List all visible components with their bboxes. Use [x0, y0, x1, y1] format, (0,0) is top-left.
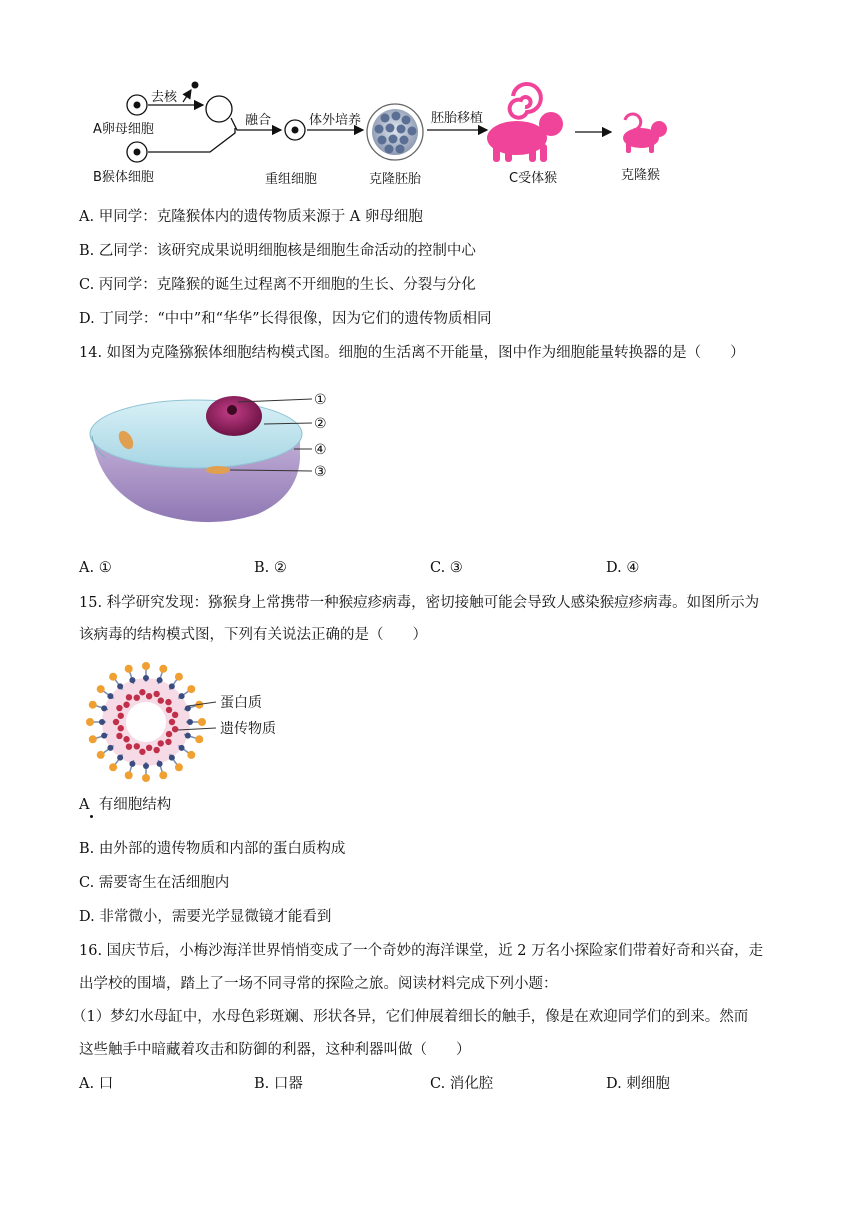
transfer-label: 胚胎移植: [431, 111, 484, 126]
body-cell-icon: [127, 142, 147, 162]
q15-option-c[interactable]: C. 需要寄生在活细胞内: [79, 875, 230, 891]
q15-stem-line1: 15. 科学研究发现：猕猴身上常携带一种猴痘疹病毒，密切接触可能会导致人感染猴痘疹病毒。如图所示为: [79, 595, 760, 611]
genetic-material-label: 遗传物质: [220, 721, 276, 737]
cloned-monkey-label: 克隆猴: [621, 168, 661, 183]
cloning-process-diagram: [85, 78, 685, 190]
q16-stem-line1: 16. 国庆节后，小梅沙海洋世界悄悄变成了一个奇妙的海洋课堂，近 2 万名小探险家们带着好奇和兴奋，走: [79, 943, 764, 959]
animal-cell-diagram: [86, 384, 336, 530]
protein-label: 蛋白质: [220, 695, 262, 711]
recipient-monkey-label: C受体猴: [509, 171, 558, 186]
q14-option-b[interactable]: B. ②: [254, 560, 287, 576]
body-cell-label: B猴体细胞: [93, 170, 154, 185]
marker-4: ④: [314, 442, 327, 458]
q14-stem: 14. 如图为克隆猕猴体细胞结构模式图。细胞的生活离不开能量，图中作为细胞能量转换器的是（ ）: [79, 345, 745, 361]
fuse-label: 融合: [245, 113, 272, 128]
recombined-cell-label: 重组细胞: [265, 172, 318, 187]
cloned-embryo-icon: [367, 104, 423, 160]
dot-mark: [90, 815, 93, 818]
q16-sub1-line2: 这些触手中暗藏着攻击和防御的利器，这种利器叫做（ ）: [79, 1042, 471, 1058]
q14-option-a[interactable]: A. ①: [79, 560, 112, 576]
q16-option-d[interactable]: D. 刺细胞: [606, 1076, 670, 1092]
q13-option-a[interactable]: A. 甲同学：克隆猴体内的遗传物质来源于 A 卵母细胞: [79, 209, 423, 225]
virus-diagram: [84, 660, 294, 784]
recombined-cell-icon: [285, 120, 305, 140]
q13-option-d[interactable]: D. 丁同学：“中中”和“华华”长得很像，因为它们的遗传物质相同: [79, 311, 492, 327]
egg-cell-label: A卵母细胞: [93, 122, 154, 137]
q15-option-b[interactable]: B. 由外部的遗传物质和内部的蛋白质构成: [79, 841, 346, 857]
cloned-embryo-label: 克隆胚胎: [369, 172, 422, 187]
nucleus-icon: [206, 396, 262, 436]
cloned-monkey-icon: [623, 114, 667, 153]
egg-cell-icon: [127, 95, 147, 115]
q14-option-c[interactable]: C. ③: [430, 560, 463, 576]
marker-1: ①: [314, 392, 327, 408]
q16-option-c[interactable]: C. 消化腔: [430, 1076, 494, 1092]
q16-option-a[interactable]: A. 口: [79, 1076, 114, 1092]
recipient-monkey-icon: [487, 84, 563, 162]
enucleate-label: 去核: [151, 90, 178, 105]
culture-label: 体外培养: [309, 113, 362, 128]
enucleated-egg-icon: [206, 96, 232, 122]
q15-option-d[interactable]: D. 非常微小，需要光学显微镜才能看到: [79, 909, 332, 925]
mitochondrion-icon-2: [206, 466, 230, 474]
marker-3: ③: [314, 464, 327, 480]
q13-option-b[interactable]: B. 乙同学：该研究成果说明细胞核是细胞生命活动的控制中心: [79, 243, 476, 259]
q16-sub1-line1: （1）梦幻水母缸中，水母色彩斑斓、形状各异，它们伸展着细长的触手，像是在欢迎同学们的到来。然而: [72, 1009, 749, 1025]
removed-nucleus-icon: [192, 82, 199, 89]
q15-option-a[interactable]: A 有细胞结构: [79, 797, 172, 813]
marker-2: ②: [314, 416, 327, 432]
q15-stem-line2: 该病毒的结构模式图，下列有关说法正确的是（ ）: [79, 627, 427, 643]
q14-option-d[interactable]: D. ④: [606, 560, 640, 576]
q16-stem-line2: 出学校的围墙，踏上了一场不同寻常的探险之旅。阅读材料完成下列小题：: [79, 976, 558, 992]
q13-option-c[interactable]: C. 丙同学：克隆猴的诞生过程离不开细胞的生长、分裂与分化: [79, 277, 476, 293]
q16-option-b[interactable]: B. 口器: [254, 1076, 303, 1092]
